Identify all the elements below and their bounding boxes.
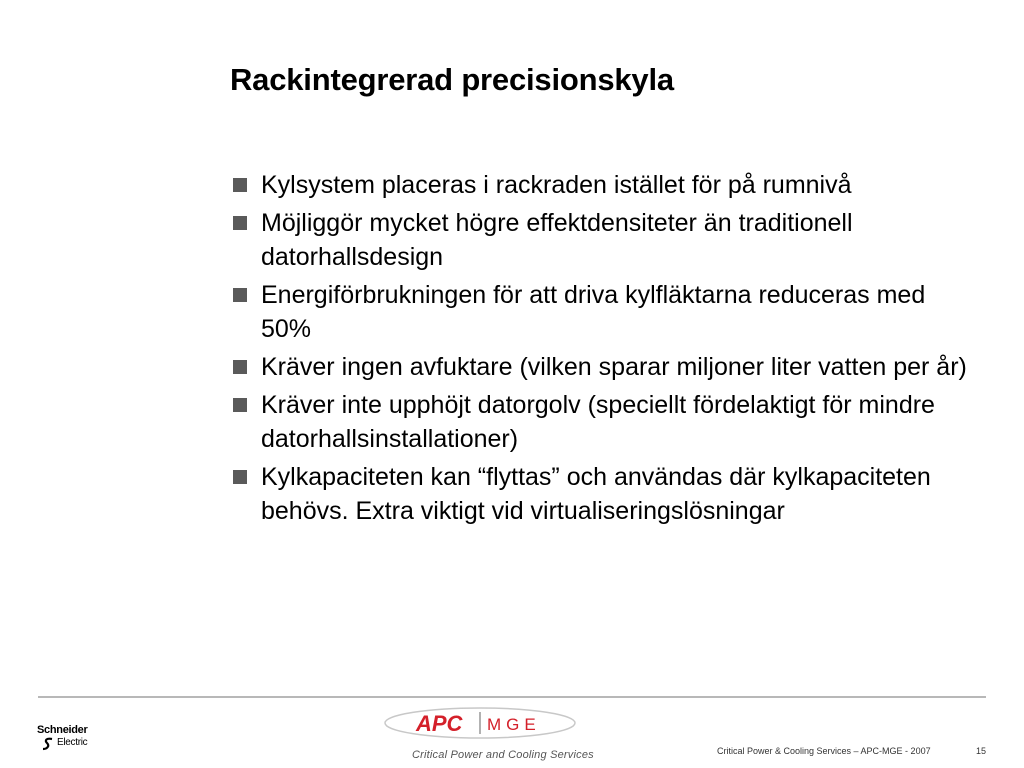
square-bullet-icon — [233, 360, 247, 374]
square-bullet-icon — [233, 398, 247, 412]
bullet-list — [230, 168, 970, 532]
square-bullet-icon — [233, 288, 247, 302]
square-bullet-icon — [233, 470, 247, 484]
schneider-electric-logo — [37, 724, 117, 758]
apc-tagline: Critical Power and Cooling Services — [412, 749, 594, 761]
bullet-text: Möjliggör mycket högre effektdensiteter än traditionell datorhallsdesign — [261, 209, 853, 271]
footer-text: Critical Power & Cooling Services – APC-MGE - 2007 — [717, 746, 931, 756]
bullet-item — [230, 278, 970, 346]
footer-divider — [38, 696, 986, 698]
bullet-item — [230, 168, 970, 202]
square-bullet-icon — [233, 178, 247, 192]
bullet-text: Kräver inte upphöjt datorgolv (speciellt fördelaktigt för mindre datorhallsinstallationer) — [261, 391, 935, 453]
bullet-item — [230, 460, 970, 528]
apc-logo-text: APC — [416, 711, 463, 736]
page-number: 15 — [976, 746, 987, 756]
bullet-text: Kylsystem placeras i rackraden istället för på rumnivå — [261, 171, 852, 199]
bullet-text: Energiförbrukningen för att driva kylfläktarna reduceras med 50% — [261, 281, 926, 343]
schneider-logo-text: Schneider — [37, 724, 88, 736]
electric-logo-text: Electric — [57, 737, 88, 748]
square-bullet-icon — [233, 216, 247, 230]
mge-logo-text: MGE — [487, 715, 541, 734]
schneider-swoosh-icon — [41, 737, 55, 751]
bullet-text: Kräver ingen avfuktare (vilken sparar miljoner liter vatten per år) — [261, 353, 967, 381]
bullet-item — [230, 350, 970, 384]
apc-mge-logo — [383, 706, 578, 740]
slide-title: Rackintegrerad precisionskyla — [230, 62, 674, 97]
bullet-text: Kylkapaciteten kan “flyttas” och användas där kylkapaciteten behövs. Extra viktigt vid virtualiseringslösningar — [261, 463, 931, 525]
bullet-item — [230, 206, 970, 274]
bullet-item — [230, 388, 970, 456]
